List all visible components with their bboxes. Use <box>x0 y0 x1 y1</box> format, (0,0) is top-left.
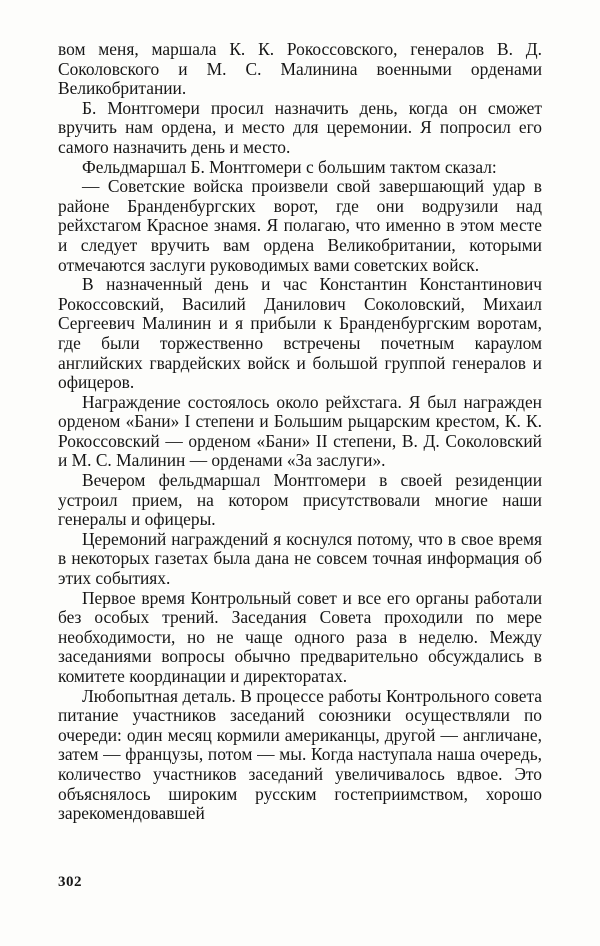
paragraph-3: Фельдмаршал Б. Монтгомери с большим тактом сказал: <box>82 156 497 177</box>
paragraph-10: Любопытная деталь. В процессе работы Контрольного совета питание участников заседаний союзники осуществляли по очереди: один месяц кормили американцы, другой — англичане, затем — французы, потом — мы. Когда наступала наша очередь, количество участников заседаний увеличивалось вдвое. Это объяснялось широким русским гостеприимством, хорошо зарекомендовавшей <box>58 685 542 824</box>
paragraph-2: Б. Монтгомери просил назначить день, когда он сможет вручить нам ордена, и место для церемонии. Я попросил его самого назначить день и место. <box>58 97 542 157</box>
paragraph-4-quote: — Советские войска произвели свой завершающий удар в районе Бранденбургских ворот, где они водрузили над рейхстагом Красное знамя. Я полагаю, что именно в этом месте и следует вручить вам ордена Великобритании, которыми отмечаются заслуги руководимых вами советских войск. <box>58 176 542 275</box>
paragraph-6: Награждение состоялось около рейхстага. Я был награжден орденом «Бани» I степени и Большим рыцарским крестом, К. К. Рокоссовский — орденом «Бани» II степени, В. Д. Соколовский и М. С. Малинин — орденами «За заслуги». <box>58 391 542 471</box>
paragraph-5: В назначенный день и час Константин Константинович Рокоссовский, Василий Данилович Соколовский, Михаил Сергеевич Малинин и я прибыли к Бранденбургским воротам, где были торжественно встречены почетным караулом английских гвардейских войск и большой группой генералов и офицеров. <box>58 274 542 393</box>
paragraph-9: Первое время Контрольный совет и все его органы работали без особых трений. Заседания Совета проходили по мере необходимости, но не чаще одного раза в неделю. Между заседаниями вопросы обычно предварительно обсуждались в комитете координации и директоратах. <box>58 587 542 686</box>
page-number: 302 <box>58 874 82 890</box>
body-text <box>58 40 542 824</box>
paragraph-7: Вечером фельдмаршал Монтгомери в своей резиденции устроил прием, на котором присутствовали многие наши генералы и офицеры. <box>58 470 542 530</box>
paragraph-8: Церемоний награждений я коснулся потому, что в свое время в некоторых газетах была дана не совсем точная информация об этих событиях. <box>58 528 542 589</box>
paragraph-1: вом меня, маршала К. К. Рокоссовского, генералов В. Д. Соколовского и М. С. Малинина военными орденами Великобритании. <box>58 39 542 99</box>
